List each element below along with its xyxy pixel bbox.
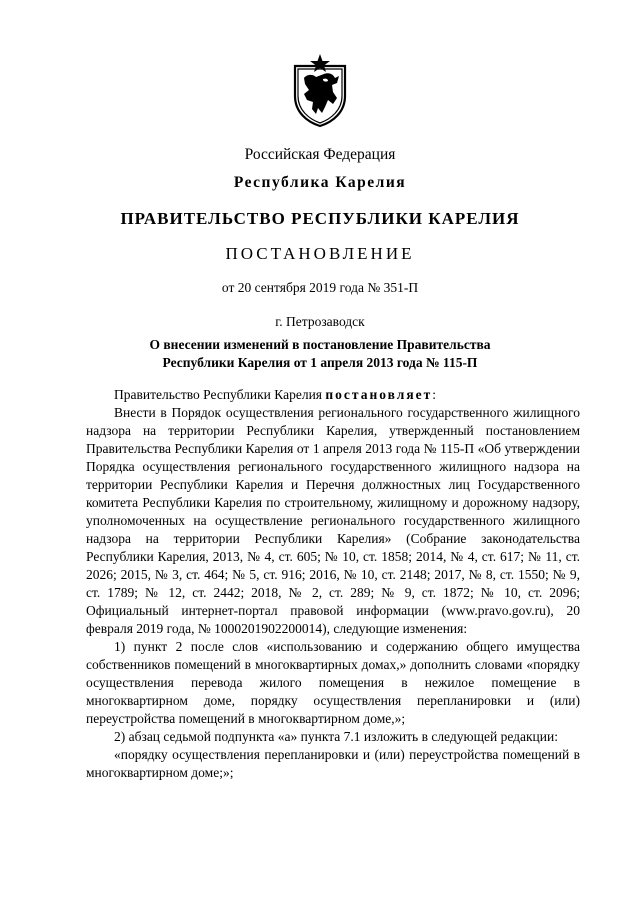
country-name: Российская Федерация (244, 146, 396, 163)
karelia-coat-of-arms-icon (289, 52, 351, 128)
government-name: ПРАВИТЕЛЬСТВО РЕСПУБЛИКИ КАРЕЛИЯ (120, 209, 520, 228)
decree-verb: постановляет (325, 387, 433, 402)
item-2-paragraph: 2) абзац седьмой подпункта «а» пункта 7.1 изложить в следующей редакции: (114, 729, 558, 744)
intro-paragraph (86, 386, 580, 404)
subject-line-2: Республики Карелия от 1 апреля 2013 года № 115-П (162, 355, 478, 370)
item-2-quote-paragraph: «порядку осуществления перепланировки и (или) переустройства помещений в многоквартирном доме;»; (86, 747, 580, 780)
decree-body (86, 386, 580, 782)
intro-suffix: : (432, 387, 437, 402)
decree-city: г. Петрозаводск (275, 314, 365, 329)
decree-date: от 20 сентября 2019 года № 351-П (221, 280, 419, 295)
decree-subject (0, 336, 640, 372)
republic-name: Республика Карелия (233, 174, 407, 191)
subject-line-1: О внесении изменений в постановление Правительства (149, 337, 491, 352)
main-paragraph: Внести в Порядок осуществления регионального государственного жилищного надзора на территории Республики Карелия, утвержденный постановлением Правительства Республики Карелия от 1 апреля 2013 года № 115-П «Об утверждении Порядка осуществления регионального государственного жилищного надзора на территории Республики Карелия и Перечня должностных лиц Государственного комитета Республики Карелия по строительному, жилищному и дорожному надзору, уполномоченных на осуществление регионального государственного жилищного надзора на территории Республики Карелия» (Собрание законодательства Республики Карелия, 2013, № 4, ст. 605; № 10, ст. 1858; 2014, № 4, ст. 617; № 11, ст. 2026; 2015, № 3, ст. 464; № 5, ст. 916; 2016, № 10, ст. 2148; 2017, № 8, ст. 1550; № 9, ст. 1789; № 12, ст. 2442; 2018, № 2, ст. 289; № 9, ст. 1872; № 10, ст. 2096; Официальный интернет-портал правовой информации (www.pravo.gov.ru), 20 февраля 2019 года, № 1000201902200014), следующие изменения: (86, 405, 580, 636)
intro-prefix: Правительство Республики Карелия (114, 387, 326, 402)
document-type: ПОСТАНОВЛЕНИЕ (225, 244, 415, 263)
item-1-paragraph: 1) пункт 2 после слов «использованию и содержанию общего имущества собственников помещений в многоквартирных домах,» дополнить словами «порядку осуществления перевода жилого помещения в нежилое помещение в многоквартирном доме, порядку осуществления перепланировки и (или) переустройства помещений в многоквартирном доме,»; (86, 639, 580, 726)
